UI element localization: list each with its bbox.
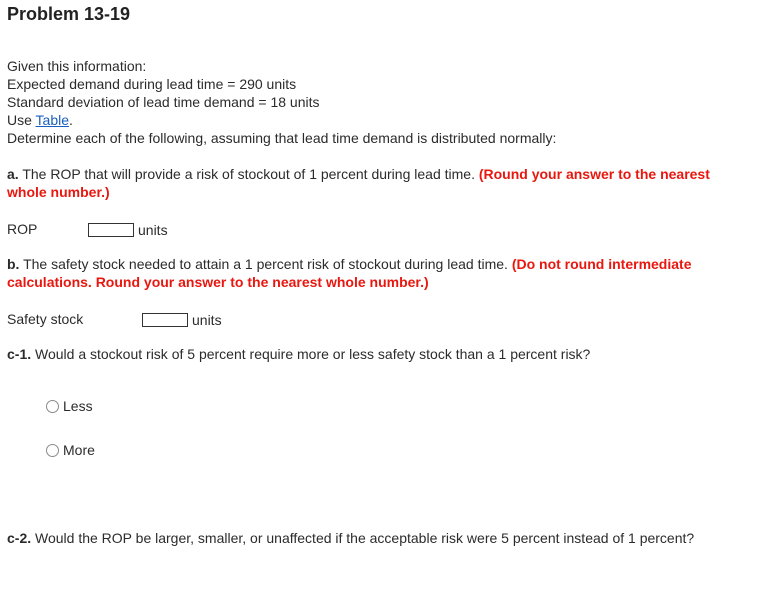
part-c1-text: Would a stockout risk of 5 percent require more or less safety stock than a 1 percent risk? [31, 346, 591, 362]
option-more[interactable] [46, 441, 95, 459]
expected-demand-text: Expected demand during lead time = 290 units [7, 76, 297, 92]
part-a-label: a. [7, 166, 19, 182]
part-c1-question [7, 345, 747, 363]
part-b-question [7, 255, 747, 291]
option-more-label: More [63, 442, 95, 458]
use-suffix: . [69, 112, 73, 128]
safety-stock-input[interactable] [142, 313, 188, 327]
part-c2-label: c-2. [7, 530, 32, 546]
problem-title: Problem 13-19 [7, 4, 131, 24]
table-link[interactable]: Table [35, 112, 70, 128]
safety-stock-label: Safety stock [7, 311, 84, 327]
use-prefix: Use [7, 112, 36, 128]
part-b-text: The safety stock needed to attain a 1 percent risk of stockout during lead time. [19, 256, 512, 272]
radio-more[interactable] [46, 444, 59, 457]
part-a-question [7, 165, 747, 201]
part-a-text: The ROP that will provide a risk of stockout of 1 percent during lead time. [18, 166, 479, 182]
part-c2-text: Would the ROP be larger, smaller, or unaffected if the acceptable risk were 5 percent instead of 1 percent? [31, 530, 695, 546]
part-c1-label: c-1. [7, 346, 32, 362]
option-less[interactable] [46, 397, 93, 415]
rop-unit: units [138, 222, 168, 238]
part-b-instruction: (Do not round intermediate calculations. Round your answer to the nearest whole number.) [7, 256, 692, 290]
radio-less[interactable] [46, 400, 59, 413]
determine-text: Determine each of the following, assuming that lead time demand is distributed normally: [7, 130, 557, 146]
part-a-instruction: (Round your answer to the nearest whole number.) [7, 166, 710, 200]
option-less-label: Less [63, 398, 93, 414]
rop-input[interactable] [88, 223, 134, 237]
part-c2-question [7, 529, 727, 547]
use-table-line [7, 111, 73, 129]
safety-stock-unit: units [192, 312, 222, 328]
given-intro: Given this information: [7, 58, 147, 74]
std-dev-text: Standard deviation of lead time demand = 18 units [7, 94, 320, 110]
rop-label: ROP [7, 221, 38, 237]
part-b-label: b. [7, 256, 20, 272]
